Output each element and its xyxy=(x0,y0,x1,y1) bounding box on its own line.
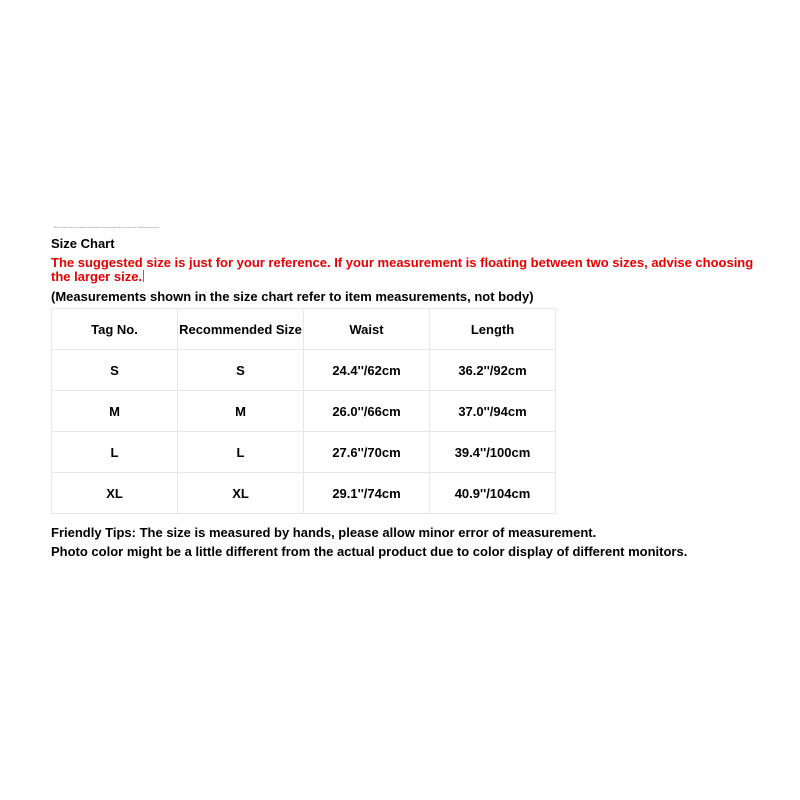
cell-tag: S xyxy=(52,350,178,391)
table-row xyxy=(52,391,556,432)
size-notice-text: The suggested size is just for your reference. If your measurement is floating between two sizes, advise choosing the larger size. xyxy=(51,255,754,284)
table-row xyxy=(52,473,556,514)
cell-tag: M xyxy=(52,391,178,432)
cell-tag: XL xyxy=(52,473,178,514)
fine-print-text: Model: w/ Back is the actual outfitting of the model in the picture/listing, fabric is stretch cotton / Model Information here xyxy=(54,227,159,229)
measurement-note: (Measurements shown in the size chart refer to item measurements, not body) xyxy=(51,289,534,304)
cell-waist: 24.4''/62cm xyxy=(304,350,430,391)
tips-line-1: Friendly Tips: The size is measured by hands, please allow minor error of measurement. xyxy=(51,525,597,540)
table-row xyxy=(52,432,556,473)
table-row xyxy=(52,350,556,391)
header-length: Length xyxy=(430,309,556,350)
cell-recommended: M xyxy=(178,391,304,432)
cell-tag: L xyxy=(52,432,178,473)
tips-line-2: Photo color might be a little different from the actual product due to color display of different monitors. xyxy=(51,544,688,559)
friendly-tips xyxy=(51,523,687,561)
header-recommended-size: Recommended Size xyxy=(178,309,304,350)
text-cursor xyxy=(143,270,144,282)
cell-recommended: XL xyxy=(178,473,304,514)
cell-waist: 29.1''/74cm xyxy=(304,473,430,514)
cell-waist: 27.6''/70cm xyxy=(304,432,430,473)
size-notice xyxy=(51,256,761,284)
table-header-row xyxy=(52,309,556,350)
cell-length: 36.2''/92cm xyxy=(430,350,556,391)
cell-waist: 26.0''/66cm xyxy=(304,391,430,432)
cell-recommended: L xyxy=(178,432,304,473)
size-table xyxy=(51,308,556,514)
cell-length: 39.4''/100cm xyxy=(430,432,556,473)
header-waist: Waist xyxy=(304,309,430,350)
cell-length: 40.9''/104cm xyxy=(430,473,556,514)
cell-length: 37.0''/94cm xyxy=(430,391,556,432)
header-tag-no: Tag No. xyxy=(52,309,178,350)
cell-recommended: S xyxy=(178,350,304,391)
size-chart-title: Size Chart xyxy=(51,236,115,251)
